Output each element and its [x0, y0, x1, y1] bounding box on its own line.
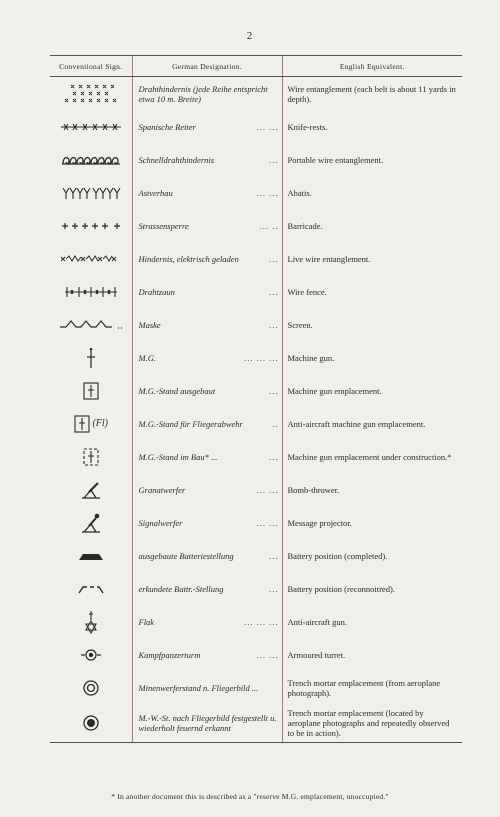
- german-designation: [132, 572, 282, 605]
- mg-under-construction-icon: [82, 447, 100, 467]
- anti-aircraft-gun-icon: [83, 610, 99, 634]
- german-designation: [132, 143, 282, 176]
- german-text: Hindernis, elektrisch geladen: [138, 253, 239, 264]
- dot-leader: ... ... ...: [244, 352, 279, 363]
- sign-cell: [50, 374, 132, 407]
- german-text: Signalwerfer: [138, 517, 183, 528]
- table-row: [50, 209, 462, 242]
- german-text: erkundete Battr.-Stellung: [138, 583, 224, 594]
- sign-cell: [50, 176, 132, 209]
- mg-emplacement-icon: [82, 381, 100, 401]
- footnote: * In another document this is described as a "reserve M.G. emplacement, unoccupied.": [111, 792, 389, 801]
- german-text: Maske: [138, 319, 161, 330]
- german-text: M.G.: [138, 352, 156, 363]
- table-row: [50, 143, 462, 176]
- english-equivalent: Trench mortar emplacement (located by aeroplane photographs and repeatedly observed to be in action).: [282, 704, 462, 743]
- english-equivalent: Knife-rests.: [282, 110, 462, 143]
- header-german-designation: German Designation.: [132, 56, 282, 77]
- table-row: [50, 671, 462, 704]
- german-text: M.G.-Stand im Bau* ...: [138, 451, 218, 462]
- dot-leader: ... ...: [256, 484, 279, 495]
- machine-gun-icon: [84, 347, 98, 369]
- sign-cell: [50, 143, 132, 176]
- english-equivalent: Abatis.: [282, 176, 462, 209]
- english-equivalent: Portable wire entanglement.: [282, 143, 462, 176]
- table-row: [50, 704, 462, 743]
- knife-rests-icon: [59, 121, 123, 133]
- german-text: ausgebaute Batteriestellung: [138, 550, 234, 561]
- dot-leader: ... ... ...: [244, 616, 279, 627]
- english-equivalent: Barricade.: [282, 209, 462, 242]
- german-text: Spanische Reiter: [138, 121, 196, 132]
- dot-leader: ...: [269, 154, 279, 165]
- sign-cell: [50, 275, 132, 308]
- table-row: [50, 374, 462, 407]
- german-designation: [132, 176, 282, 209]
- english-equivalent: Machine gun emplacement under construction.*: [282, 440, 462, 473]
- english-equivalent: Anti-aircraft gun.: [282, 605, 462, 638]
- anti-aircraft-mg-icon: [73, 414, 108, 434]
- table-row: [50, 308, 462, 341]
- table-row: [50, 275, 462, 308]
- armoured-turret-icon: [80, 648, 102, 662]
- aa-label: (Fl): [92, 417, 109, 429]
- bomb-thrower-icon: [80, 480, 102, 500]
- german-designation: [132, 308, 282, 341]
- battery-reconnoitred-icon: [77, 584, 105, 594]
- german-designation: [132, 704, 282, 743]
- dot-leader: ...: [269, 385, 279, 396]
- dot-leader: ...: [269, 319, 279, 330]
- german-designation: [132, 440, 282, 473]
- live-wire-icon: [59, 253, 123, 265]
- sign-cell: [50, 539, 132, 572]
- english-equivalent: Live wire entanglement.: [282, 242, 462, 275]
- table-row: [50, 539, 462, 572]
- conventional-signs-table: [50, 55, 462, 743]
- german-text: Kampfpanzerturm: [138, 649, 201, 660]
- table-row: [50, 638, 462, 671]
- dot-leader: ... ..: [259, 220, 279, 231]
- german-text: Schnelldrahthindernis: [138, 154, 215, 165]
- german-text: M.G.-Stand ausgebaut: [138, 385, 216, 396]
- english-equivalent: Wire entanglement (each belt is about 11 yards in depth).: [282, 77, 462, 111]
- page-number: 2: [246, 30, 254, 42]
- english-equivalent: Bomb-thrower.: [282, 473, 462, 506]
- dot-leader: ...: [269, 286, 279, 297]
- german-text: Flak: [138, 616, 155, 627]
- english-equivalent: Armoured turret.: [282, 638, 462, 671]
- german-designation: [132, 341, 282, 374]
- german-designation: [132, 638, 282, 671]
- table-row: [50, 176, 462, 209]
- dot-leader: ... ...: [256, 517, 279, 528]
- table-row: [50, 473, 462, 506]
- german-text: M.G.-Stand für Fliegerabwehr: [138, 418, 243, 429]
- table-row: [50, 341, 462, 374]
- trench-mortar-firing-icon: [82, 714, 100, 732]
- wire-entanglement-icon: [61, 83, 121, 105]
- german-text: Drahthindernis (jede Reihe entspricht etwa 10 m. Breite): [138, 83, 268, 104]
- barricade-icon: [60, 220, 122, 232]
- english-equivalent: Battery position (reconnoitred).: [282, 572, 462, 605]
- sign-cell: [50, 671, 132, 704]
- german-text: Drahtzaun: [138, 286, 175, 297]
- wire-fence-icon: [61, 285, 121, 299]
- german-designation: [132, 671, 282, 704]
- dot-leader: ...: [269, 583, 279, 594]
- portable-wire-icon: [60, 154, 122, 166]
- dot-leader: ... ...: [256, 121, 279, 132]
- sign-cell: [50, 440, 132, 473]
- sign-cell: [50, 242, 132, 275]
- dot-leader: ...: [269, 550, 279, 561]
- german-designation: [132, 242, 282, 275]
- sign-cell: [50, 473, 132, 506]
- header-english-equivalent: English Equivalent.: [282, 56, 462, 77]
- dot-leader: ... ...: [256, 187, 279, 198]
- dot-leader: ...: [269, 451, 279, 462]
- german-designation: [132, 374, 282, 407]
- table-row: [50, 407, 462, 440]
- sign-cell: [50, 572, 132, 605]
- sign-cell: [50, 308, 132, 341]
- header-conventional-sign: Conventional Sign.: [50, 56, 132, 77]
- table-row: [50, 506, 462, 539]
- table-row: [50, 110, 462, 143]
- german-designation: [132, 275, 282, 308]
- english-equivalent: Message projector.: [282, 506, 462, 539]
- battery-completed-icon: [77, 551, 105, 561]
- german-designation: [132, 473, 282, 506]
- english-equivalent: Machine gun emplacement.: [282, 374, 462, 407]
- german-designation: [132, 605, 282, 638]
- english-equivalent: Anti-aircraft machine gun emplacement.: [282, 407, 462, 440]
- german-designation: [132, 539, 282, 572]
- sign-cell: [50, 407, 132, 440]
- table-row: [50, 605, 462, 638]
- sign-cell: [50, 110, 132, 143]
- german-designation: [132, 77, 282, 111]
- german-designation: [132, 506, 282, 539]
- dot-leader: ... ...: [256, 649, 279, 660]
- sign-cell: [50, 77, 132, 111]
- german-designation: [132, 110, 282, 143]
- sign-cell: [50, 506, 132, 539]
- english-equivalent: Machine gun.: [282, 341, 462, 374]
- sign-cell: [50, 605, 132, 638]
- german-designation: [132, 209, 282, 242]
- english-equivalent: Screen.: [282, 308, 462, 341]
- table-row: [50, 242, 462, 275]
- german-designation: [132, 407, 282, 440]
- table-row: [50, 572, 462, 605]
- table-row: [50, 77, 462, 111]
- table-header-row: [50, 56, 462, 77]
- message-projector-icon: [80, 512, 102, 534]
- screen-icon: [58, 319, 124, 331]
- dot-leader: ...: [269, 253, 279, 264]
- abatis-icon: [60, 186, 122, 200]
- english-equivalent: Wire fence.: [282, 275, 462, 308]
- english-equivalent: Battery position (completed).: [282, 539, 462, 572]
- german-text: Granatwerfer: [138, 484, 186, 495]
- sign-cell: [50, 209, 132, 242]
- table-row: [50, 440, 462, 473]
- english-equivalent: Trench mortar emplacement (from aeroplane photograph).: [282, 671, 462, 704]
- sign-cell: [50, 638, 132, 671]
- german-text: Strassensperre: [138, 220, 189, 231]
- dot-leader: ..: [272, 418, 279, 429]
- trench-mortar-photo-icon: [82, 679, 100, 697]
- sign-cell: [50, 704, 132, 743]
- german-text: Minenwerferstand n. Fliegerbild ...: [138, 682, 259, 693]
- german-text: Astverhau: [138, 187, 173, 198]
- sign-cell: [50, 341, 132, 374]
- german-text: M.-W.-St. nach Fliegerbild festgestellt u. wiederholt feuernd erkannt: [138, 713, 277, 733]
